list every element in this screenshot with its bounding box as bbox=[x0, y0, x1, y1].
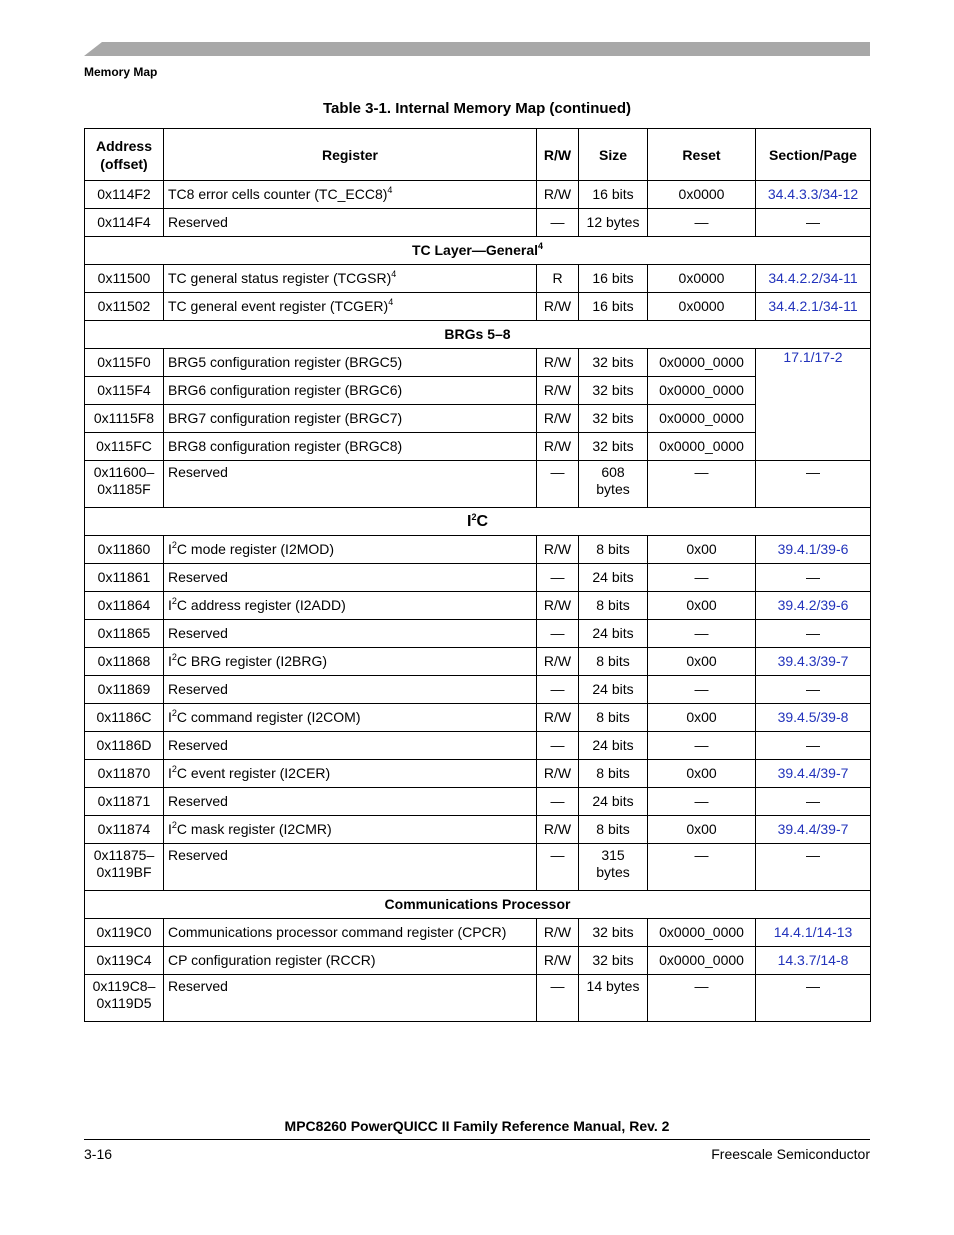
table-row: 0x1186C $I^2C$ command register (I2COM) R/W 8 bits 0x00 39.4.5/39-8 bbox=[85, 704, 871, 732]
section-link[interactable]: 14.4.1/14-13 bbox=[773, 924, 853, 940]
memory-map-table bbox=[84, 128, 871, 1022]
section-link[interactable]: 39.4.1/39-6 bbox=[777, 541, 849, 557]
table-row: 0x115FC BRG8 configuration register (BRGC8) R/W 32 bits 0x0000_0000 bbox=[85, 433, 871, 461]
table-row: 0x11875– 0x119BF Reserved — 315 bytes — — bbox=[85, 844, 871, 891]
table-row: 0x11868 $I^2C$ BRG register (I2BRG) R/W 8 bits 0x00 39.4.3/39-7 bbox=[85, 648, 871, 676]
table-row: 0x11869 Reserved — 24 bits — — bbox=[85, 676, 871, 704]
section-row-brgs: BRGs 5–8 bbox=[85, 321, 871, 349]
table-row: 0x11864 $I^2C$ address register (I2ADD) R/W 8 bits 0x00 39.4.2/39-6 bbox=[85, 592, 871, 620]
table-row: 0x11865 Reserved — 24 bits — — bbox=[85, 620, 871, 648]
section-link[interactable]: 17.1/17-2 bbox=[783, 349, 843, 365]
table-row: 0x1115F8 BRG7 configuration register (BRGC7) R/W 32 bits 0x0000_0000 bbox=[85, 405, 871, 433]
table-row: 0x11860 $I^2C$ mode register (I2MOD) R/W 8 bits 0x00 39.4.1/39-6 bbox=[85, 536, 871, 564]
table-row: 0x11870 $I^2C$ event register (I2CER) R/W 8 bits 0x00 39.4.4/39-7 bbox=[85, 760, 871, 788]
col-address: Address (offset) bbox=[85, 129, 164, 181]
section-link[interactable]: 39.4.3/39-7 bbox=[777, 653, 849, 669]
table-row: 0x11874 $I^2C$ mask register (I2CMR) R/W 8 bits 0x00 39.4.4/39-7 bbox=[85, 816, 871, 844]
section-link[interactable]: 34.4.2.1/34-11 bbox=[768, 298, 858, 314]
header-bar bbox=[84, 42, 870, 56]
col-section: Section/Page bbox=[756, 129, 871, 181]
table-header-row bbox=[85, 129, 871, 181]
table-title: Table 3-1. Internal Memory Map (continued) bbox=[322, 100, 632, 117]
running-head: Memory Map bbox=[84, 65, 158, 79]
table-row: 0x114F2 TC8 error cells counter (TC_ECC8)$^4$ R/W 16 bits 0x0000 34.4.3.3/34-12 bbox=[85, 181, 871, 209]
table-row: 0x11502 TC general event register (TCGER)$^4$ R/W 16 bits 0x0000 34.4.2.1/34-11 bbox=[85, 293, 871, 321]
table-row: 0x11600– 0x1185F Reserved — 608 bytes — — bbox=[85, 461, 871, 508]
table-row: 0x11871 Reserved — 24 bits — — bbox=[85, 788, 871, 816]
section-row-i2c: $I^2C$ bbox=[85, 508, 871, 536]
table-row: 0x119C4 CP configuration register (RCCR) R/W 32 bits 0x0000_0000 14.3.7/14-8 bbox=[85, 947, 871, 975]
table-row: 0x11861 Reserved — 24 bits — — bbox=[85, 564, 871, 592]
table-row: 0x11500 TC general status register (TCGSR)$^4$ R 16 bits 0x0000 34.4.2.2/34-11 bbox=[85, 265, 871, 293]
table-row: 0x119C8– 0x119D5 Reserved — 14 bytes — — bbox=[85, 975, 871, 1022]
section-link[interactable]: 39.4.4/39-7 bbox=[777, 821, 849, 837]
table-row: 0x119C0 Communications processor command register (CPCR) R/W 32 bits 0x0000_0000 14.4.1/14-13 bbox=[85, 919, 871, 947]
table-row: 0x115F0 BRG5 configuration register (BRGC5) R/W 32 bits 0x0000_0000 17.1/17-2 bbox=[85, 349, 871, 377]
section-link[interactable]: 34.4.2.2/34-11 bbox=[768, 270, 858, 286]
footer-rule bbox=[84, 1139, 870, 1140]
section-link[interactable]: 39.4.2/39-6 bbox=[777, 597, 849, 613]
table-row: 0x114F4 Reserved — 12 bytes — — bbox=[85, 209, 871, 237]
col-register: Register bbox=[164, 129, 537, 181]
section-row-tc-general: TC Layer—General$^4$ bbox=[85, 237, 871, 265]
section-link[interactable]: 39.4.4/39-7 bbox=[777, 765, 849, 781]
footer-manual-title: MPC8260 PowerQUICC II Family Reference Manual, Rev. 2 bbox=[284, 1118, 670, 1134]
col-reset: Reset bbox=[648, 129, 756, 181]
section-row-cp: Communications Processor bbox=[85, 891, 871, 919]
page-number: 3-16 bbox=[84, 1146, 113, 1162]
col-size: Size bbox=[579, 129, 648, 181]
section-link[interactable]: 14.3.7/14-8 bbox=[777, 952, 849, 968]
col-rw: R/W bbox=[537, 129, 579, 181]
table-row: 0x1186D Reserved — 24 bits — — bbox=[85, 732, 871, 760]
section-link[interactable]: 34.4.3.3/34-12 bbox=[767, 186, 859, 202]
table-row: 0x115F4 BRG6 configuration register (BRGC6) R/W 32 bits 0x0000_0000 bbox=[85, 377, 871, 405]
publisher: Freescale Semiconductor bbox=[711, 1146, 870, 1162]
section-link[interactable]: 39.4.5/39-8 bbox=[777, 709, 849, 725]
